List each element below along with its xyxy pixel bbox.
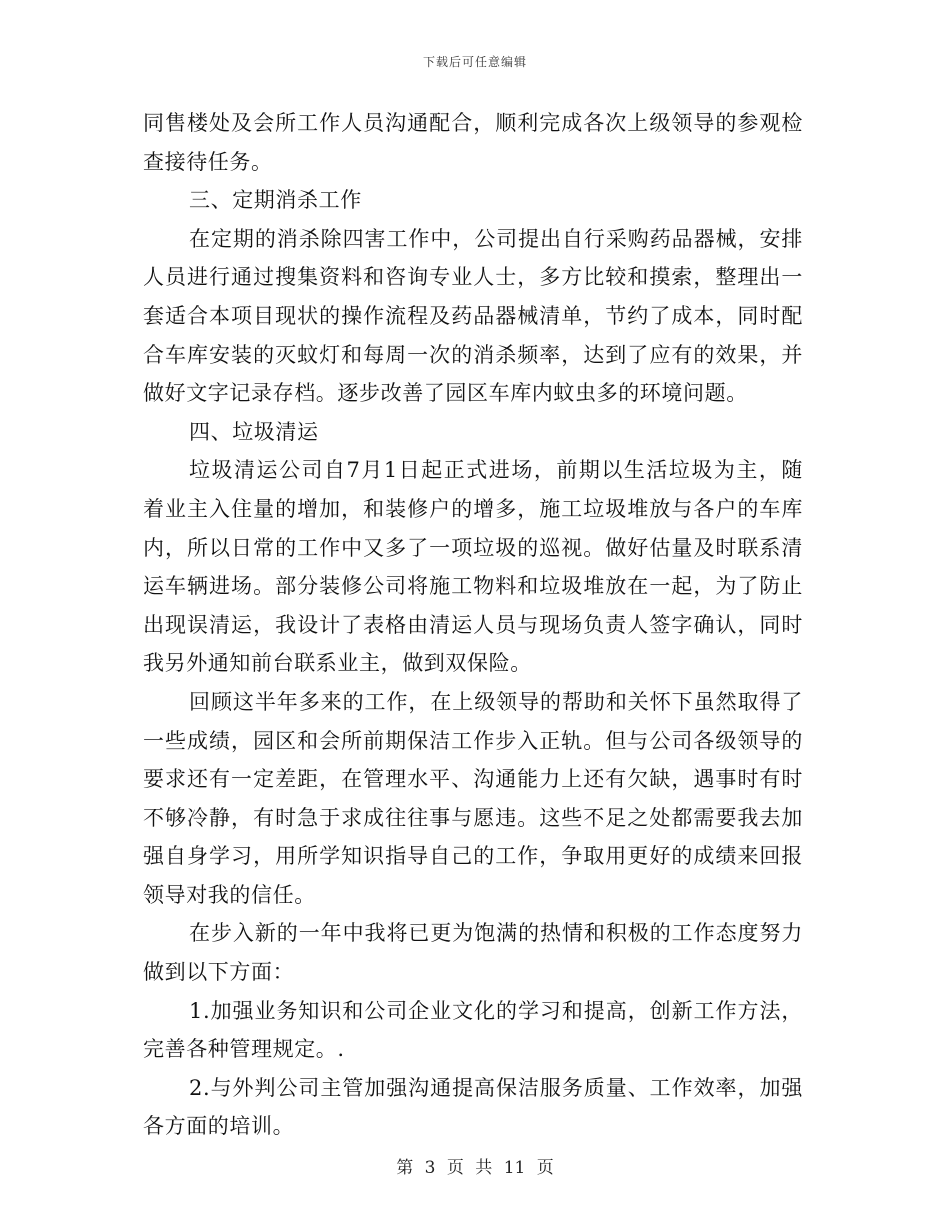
text-line: 各方面的培训。 xyxy=(143,1114,295,1139)
page-number: 第 3 页 共 11 页 xyxy=(396,1158,554,1178)
text-line: 领导对我的信任。 xyxy=(143,882,316,907)
text-line: 强自身学习，用所学知识指导自己的工作，争取用更好的成绩来回报 xyxy=(143,844,803,869)
text-line: 做到以下方面： xyxy=(143,960,295,985)
text-line: 合车库安装的灭蚊灯和每周一次的消杀频率，达到了应有的效果，并 xyxy=(143,342,803,367)
text-line: 查接待任务。 xyxy=(143,149,273,174)
text-line: 同售楼处及会所工作人员沟通配合，顺利完成各次上级领导的参观检 xyxy=(143,111,803,135)
text-line: 我另外通知前台联系业主，做到双保险。 xyxy=(143,651,532,676)
text-line: 内，所以日常的工作中又多了一项垃圾的巡视。做好估量及时联系清 xyxy=(143,535,803,560)
text-line: 套适合本项目现状的操作流程及药品器械清单，节约了成本，同时配 xyxy=(143,303,803,328)
text-line: 完善各种管理规定。. xyxy=(143,1037,345,1062)
text-line: 出现误清运，我设计了表格由清运人员与现场负责人签字确认，同时 xyxy=(143,612,803,637)
list-item: 2.与外判公司主管加强沟通提高保洁服务质量、工作效率，加强 xyxy=(189,1075,803,1100)
text-line: 要求还有一定差距，在管理水平、沟通能力上还有欠缺，遇事时有时 xyxy=(143,767,803,792)
text-line: 不够冷静，有时急于求成往往事与愿违。这些不足之处都需要我去加 xyxy=(143,805,803,830)
text-line: 回顾这半年多来的工作，在上级领导的帮助和关怀下虽然取得了 xyxy=(189,689,803,714)
text-line: 运车辆进场。部分装修公司将施工物料和垃圾堆放在一起，为了防止 xyxy=(143,574,803,599)
text-line: 垃圾清运公司自7月1日起正式进场，前期以生活垃圾为主，随 xyxy=(189,458,803,483)
section-heading: 三、定期消杀工作 xyxy=(189,188,362,213)
page-header: 下载后可任意编辑 xyxy=(422,55,527,69)
text-line: 着业主入住量的增加，和装修户的增多，施工垃圾堆放与各户的车库 xyxy=(143,496,803,521)
document-body xyxy=(143,104,803,1146)
text-line: 做好文字记录存档。逐步改善了园区车库内蚊虫多的环境问题。 xyxy=(143,381,748,406)
text-line: 一些成绩，园区和会所前期保洁工作步入正轨。但与公司各级领导的 xyxy=(143,728,803,753)
section-heading: 四、垃圾清运 xyxy=(189,419,319,444)
text-line: 人员进行通过搜集资料和咨询专业人士，多方比较和摸索，整理出一 xyxy=(143,265,803,290)
text-line: 在定期的消杀除四害工作中，公司提出自行采购药品器械，安排 xyxy=(189,226,803,251)
text-line: 在步入新的一年中我将已更为饱满的热情和积极的工作态度努力 xyxy=(189,921,803,946)
list-item: 1.加强业务知识和公司企业文化的学习和提高，创新工作方法， xyxy=(189,998,803,1023)
